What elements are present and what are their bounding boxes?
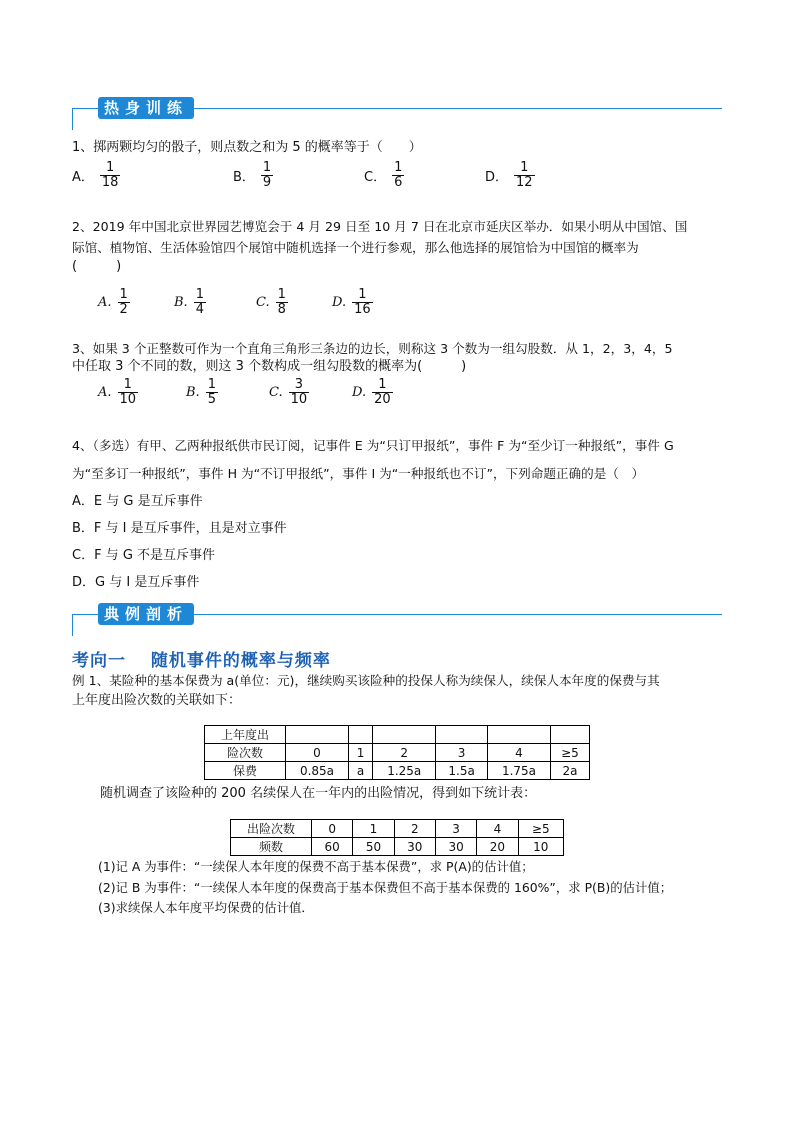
- question-3-line2: 中任取 3 个不同的数，则这 3 个数构成一组勾股数的概率为( ): [72, 359, 467, 374]
- table-row: 出险次数 0 1 2 3 4 ≥5: [231, 820, 564, 838]
- table-row: 险次数 0 1 2 3 4 ≥5: [205, 744, 590, 762]
- option-a[interactable]: A. $\frac{1}{10}$: [98, 377, 137, 407]
- option-d[interactable]: D． $\frac{1}{12}$: [485, 160, 533, 190]
- question-2-line2: 际馆、植物馆、生活体验馆四个展馆中随机选择一个进行参观，那么他选择的展馆恰为中国馆的概率为: [72, 240, 639, 255]
- question-3-options: [98, 378, 398, 414]
- question-2-options: [98, 288, 398, 324]
- option-c[interactable]: C．F 与 G 不是互斥事件: [72, 548, 216, 563]
- question-2-line3: ( ): [72, 259, 122, 274]
- option-b[interactable]: B． $\frac{1}{9}$: [233, 160, 272, 190]
- section-header-warmup: [72, 96, 722, 126]
- option-c[interactable]: C． $\frac{1}{6}$: [364, 160, 403, 190]
- option-c[interactable]: C. $\frac{3}{10}$: [269, 377, 308, 407]
- option-b[interactable]: B．F 与 I 是互斥事件，且是对立事件: [72, 521, 287, 536]
- sub-question-3: (3)求续保人本年度平均保费的估计值．: [98, 900, 314, 915]
- section-title: 典例剖析: [98, 603, 194, 625]
- option-a[interactable]: A. $\frac{1}{2}$: [98, 287, 128, 317]
- question-4-line2: 为“至多订一种报纸”，事件 H 为“不订甲报纸”，事件 I 为“一种报纸也不订”，下列命题正确的是（ ）: [72, 466, 645, 481]
- option-a[interactable]: A．E 与 G 是互斥事件: [72, 494, 203, 509]
- option-a[interactable]: A． $\frac{1}{18}$: [72, 160, 119, 190]
- option-d[interactable]: D．G 与 I 是互斥事件: [72, 575, 200, 590]
- question-3-line1: 3、如果 3 个正整数可作为一个直角三角形三条边的边长，则称这 3 个数为一组勾股数．从 1，2，3，4，5: [72, 341, 673, 356]
- option-d[interactable]: D. $\frac{1}{16}$: [332, 287, 371, 317]
- question-4-line1: 4、（多选）有甲、乙两种报纸供市民订阅，记事件 E 为“只订甲报纸”，事件 F 为“至少订一种报纸”，事件 G: [72, 438, 674, 453]
- sub-question-2: (2)记 B 为事件：“一续保人本年度的保费高于基本保费但不高于基本保费的 160%”，求 P(B)的估计值；: [98, 880, 673, 895]
- table-row: 保费 0.85a a 1.25a 1.5a 1.75a 2a: [205, 762, 590, 780]
- option-b[interactable]: B. $\frac{1}{5}$: [186, 377, 216, 407]
- section-header-examples: [72, 602, 722, 632]
- table-row: 上年度出: [205, 726, 590, 744]
- section-title: 热身训练: [98, 97, 194, 119]
- example-1-line1: 例 1、某险种的基本保费为 a(单位：元)，继续购买该险种的投保人称为续保人，续保人本年度的保费与其: [72, 673, 660, 688]
- topic-heading: 考向一 随机事件的概率与频率: [72, 651, 331, 671]
- example-1-line2: 上年度出险次数的关联如下：: [72, 693, 242, 708]
- question-1-options: [72, 161, 632, 197]
- question-1-stem: 1、掷两颗均匀的骰子，则点数之和为 5 的概率等于（ ）: [72, 140, 422, 155]
- table-row: 频数 60 50 30 30 20 10: [231, 838, 564, 856]
- option-c[interactable]: C. $\frac{1}{8}$: [256, 287, 286, 317]
- premium-table: [204, 725, 590, 780]
- example-1-middle: 随机调查了该险种的 200 名续保人在一年内的出险情况，得到如下统计表：: [100, 786, 537, 801]
- question-2-line1: 2、2019 年中国北京世界园艺博览会于 4 月 29 日至 10 月 7 日在北京市延庆区举办．如果小明从中国馆、国: [72, 219, 688, 234]
- sub-question-1: (1)记 A 为事件：“一续保人本年度的保费不高于基本保费”，求 P(A)的估计值；: [98, 859, 534, 874]
- option-d[interactable]: D. $\frac{1}{20}$: [352, 377, 391, 407]
- frequency-table: [230, 819, 564, 856]
- option-b[interactable]: B. $\frac{1}{4}$: [174, 287, 204, 317]
